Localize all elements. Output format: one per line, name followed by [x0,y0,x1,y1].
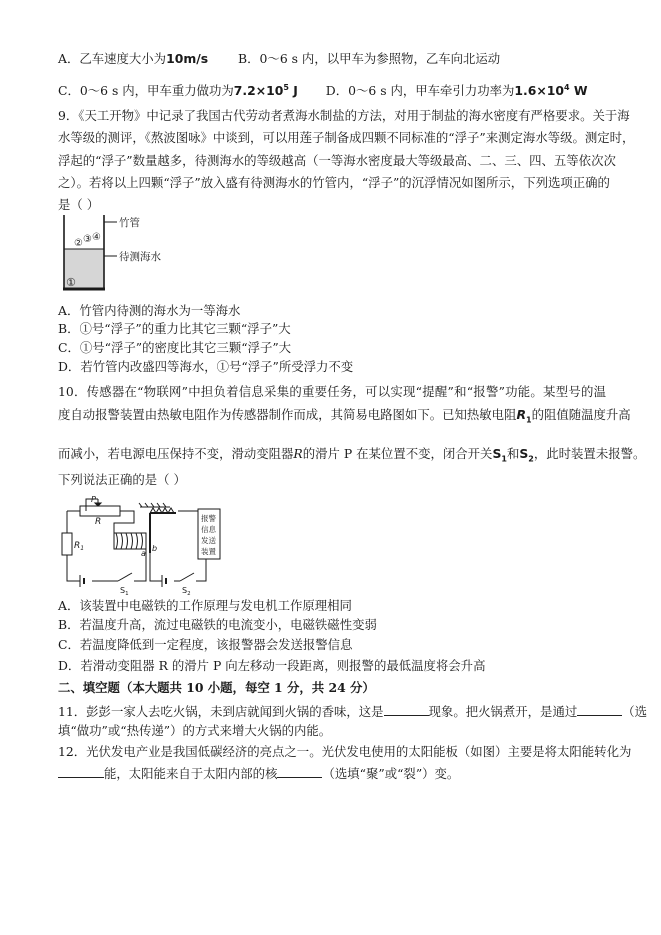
q9-stem-line-2: 水等级的测评，《熬波图咏》中谈到，可以用莲子制备成四颗不同标准的“浮子”来测定海水等级。测定时， [58,130,635,145]
q9-option-d: D．若竹管内改盛四等海水，①号“浮子”所受浮力不变 [58,359,354,374]
q12-stem-line-2: 能，太阳能来自于太阳内部的核 （选填“聚”或“裂”）变。 [58,765,606,782]
q12-blank-2[interactable] [277,765,322,778]
q10-option-a: A．该装置中电磁铁的工作原理与发电机工作原理相同 [58,598,352,613]
q9-option-a: A．竹管内待测的海水为一等海水 [58,303,241,318]
q9-float-2: ② [74,238,83,249]
q9-stem-line-5: 是（ ） [58,197,100,212]
q8-option-d-value: $1.6\times 10^4$ W [514,83,588,99]
q10-fig-contact-b: b [152,544,158,553]
q8-option-b: B．0～6 s 内，以甲车为参照物，乙车向北运动 [238,51,501,66]
q10-fig-slider-p: P [91,495,96,504]
q10-fig-thermistor-r1: $R_1$ [74,541,85,552]
q10-stem-line-3: 而减小，若电源电压保持不变，滑动变阻器R的滑片 P 在某位置不变，闭合开关$S_1$和$S_2$，此时装置未报警。 [58,446,646,464]
q9-bamboo-tube-figure [60,212,170,292]
q10-fig-alarm-2: 信息 [201,525,216,534]
q9-float-4: ④ [92,232,101,243]
q10-fig-switch-s1: $S_1$ [120,586,129,597]
q9-label-water: 待测海水 [119,251,161,263]
q8-options-row-1 [58,51,606,67]
q12-stem-line-1: 12．光伏发电产业是我国低碳经济的亮点之一。光伏发电使用的太阳能板（如图）主要是将太阳能转化为 [58,744,632,759]
q9-stem-line-1: 9．《天工开物》中记录了我国古代劳动者煮海水制盐的方法，对用于制盐的海水密度有严格要求。关于海 [58,108,630,123]
q10-stem-line-4: 下列说法正确的是（ ） [58,472,186,487]
q11-blank-2[interactable] [577,703,622,716]
q10-circuit-diagram [58,493,233,597]
q10-fig-rheostat-r: R [95,517,102,527]
q9-stem-line-3: 浮起的“浮子”数量越多，待测海水的等级越高（一等海水密度最大等级最高、二、三、四、五等依次次 [58,153,616,168]
q8-option-a-value: 10m/s [166,51,209,66]
q10-option-b: B．若温度升高，流过电磁铁的电流变小，电磁铁磁性变弱 [58,617,377,632]
q9-option-b: B．①号“浮子”的重力比其它三颗“浮子”大 [58,321,291,336]
q11-stem-line-2: 填“做功”或“热传递”）的方式来增大火锅的内能。 [58,723,332,738]
q10-stem-line-2: 度自动报警装置由热敏电阻作为传感器制作而成，其简易电路图如下。已知热敏电阻$R_1$的阻值随温度升高 [58,407,631,425]
q10-fig-contact-a: a [141,549,146,558]
q10-fig-alarm-3: 发送 [201,536,216,545]
q10-stem-line-1: 10．传感器在“物联网”中担负着信息采集的重要任务，可以实现“提醒”和“报警”功能。某型号的温 [58,384,606,399]
q9-stem-line-4: 之）。若将以上四颗“浮子”放入盛有待测海水的竹管内，“浮子”的沉浮情况如图所示，下列选项正确的 [58,175,610,190]
section-2-heading: 二、填空题（本大题共 10 小题，每空 1 分，共 24 分） [58,680,375,695]
q9-label-tube: 竹管 [119,217,140,229]
q8-option-a: A．乙车速度大小为 [58,51,167,66]
q10-fig-alarm-4: 装置 [201,547,216,556]
q10-fig-alarm-1: 报警 [201,514,216,523]
q9-float-1: ① [66,276,76,289]
q9-option-c: C．①号“浮子”的密度比其它三颗“浮子”大 [58,340,292,355]
q8-option-c: C．0～6 s 内，甲车重力做功为 [58,83,234,99]
q10-option-c: C．若温度降低到一定程度，该报警器会发送报警信息 [58,637,353,652]
q12-blank-1[interactable] [58,765,104,778]
q8-options-row-2 [58,80,606,99]
q8-option-c-value: $7.2\times 10^5$ J [233,83,298,99]
q11-blank-1[interactable] [384,703,429,716]
q10-fig-switch-s2: $S_2$ [182,586,191,597]
q9-float-3: ③ [83,234,92,245]
q10-option-d: D．若滑动变阻器 R 的滑片 P 向左移动一段距离，则报警的最低温度将会升高 [58,658,486,673]
q8-option-d: D．0～6 s 内，甲车牵引力功率为 [325,83,515,99]
q11-stem-line-1: 11．彭彭一家人去吃火锅，未到店就闻到火锅的香味，这是 现象。把火锅煮开，是通过 （选 [58,704,648,719]
